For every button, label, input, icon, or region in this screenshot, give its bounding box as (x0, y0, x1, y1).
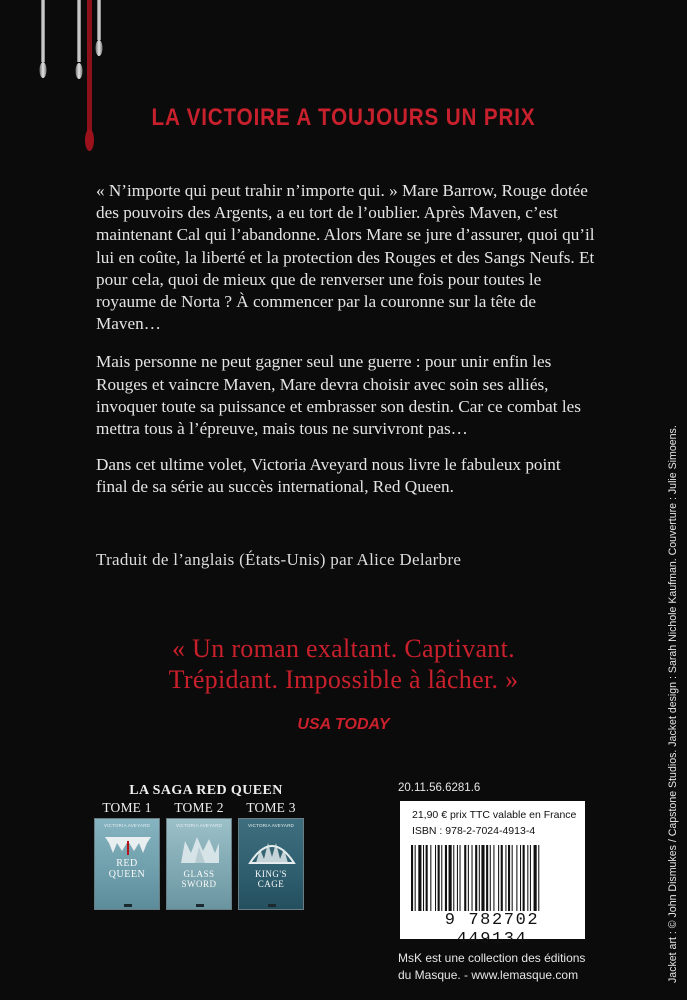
press-quote-source: USA TODAY (297, 716, 390, 733)
barcode-bar (453, 845, 454, 911)
barcode-bar (501, 845, 503, 911)
barcode-bar (512, 845, 513, 911)
saga-title: LA SAGA RED QUEEN (129, 783, 283, 798)
synopsis (96, 180, 596, 513)
barcode-bar (464, 845, 466, 911)
synopsis-paragraph-3: Dans cet ultime volet, Victoria Aveyard nous livre le fabuleux point final de sa série au succès international, Red Queen. (96, 455, 561, 497)
dripping-blades-decoration (0, 0, 140, 160)
price-line: 21,90 € prix TTC valable en France (412, 809, 577, 821)
press-quote (0, 633, 687, 695)
publisher-logo (268, 904, 276, 907)
publisher-logo (124, 904, 132, 907)
tome-2-author: VICTORIA AVEYARD (176, 823, 222, 828)
translator-credit: Traduit de l’anglais (États-Unis) par Alice Delarbre (96, 550, 462, 569)
tome-1-cover (94, 818, 160, 910)
barcode-bar (449, 845, 452, 911)
barcode-number: 9 782702 449134 (444, 911, 540, 949)
crown-icon (103, 833, 153, 855)
barcode-bar (498, 845, 499, 911)
press-quote-line-2: Trépidant. Impossible à lâcher. » (168, 665, 519, 694)
tome-3-author: VICTORIA AVEYARD (248, 823, 294, 828)
barcode-bar (441, 845, 442, 911)
barcode-bar (481, 845, 484, 911)
barcode-bar (505, 845, 506, 911)
tome-1-author: VICTORIA AVEYARD (104, 823, 150, 828)
barcode (410, 845, 574, 911)
barcode-bar (426, 845, 428, 911)
barcode-bar (430, 845, 431, 911)
tome-1-label: TOME 1 (102, 800, 152, 815)
tiara-icon (248, 835, 296, 869)
barcode-bar (493, 845, 494, 911)
barcode-bar (411, 845, 413, 911)
barcode-bar (486, 845, 488, 911)
tome-3-label: TOME 3 (246, 800, 296, 815)
synopsis-paragraph-1: « N’importe qui peut trahir n’importe qui. » Mare Barrow, Rouge dotée des pouvoirs des Argents, a eu tort de l’oublier. Après Maven, c’est maintenant Cal qui l’abandonne. Alors Mare se jure d’assurer, quoi qu’il lui en coûte, la liberté et la protection des Rouges et des Sangs Neufs. Et pour cela, quoi de mieux que de renverser une fois pour toutes le royaume de Norta ? À commencer par la couronne sur la tête de Maven… (96, 181, 595, 334)
barcode-bar (523, 845, 525, 911)
barcode-bar (418, 845, 421, 911)
tagline: LA VICTOIRE A TOUJOURS UN PRIX (151, 104, 536, 131)
barcode-bar (538, 845, 539, 911)
barcode-bar (438, 845, 440, 911)
tome-2-title-line-2: SWORD (181, 879, 217, 889)
publisher-info (398, 950, 585, 984)
barcode-bar (534, 845, 537, 911)
barcode-bar (460, 845, 461, 911)
tome-2-title-line-1: GLASS (183, 869, 215, 879)
image-credits: Jacket art : © John Dismukes / Capstone Studios. Jacket design : Sarah Nichole Kaufman. Couverture : Julie Simoens. (667, 425, 679, 983)
publisher-line-1: MsK est une collection des éditions (398, 951, 586, 965)
broken-crown-icon (177, 833, 223, 869)
tome-3-title-line-1: KING'S (254, 869, 288, 879)
barcode-bar (457, 845, 458, 911)
barcode-bar (475, 845, 477, 911)
barcode-bar (445, 845, 447, 911)
tome-3-title-line-2: CAGE (257, 879, 285, 889)
barcode-bar (520, 845, 521, 911)
barcode-bar (423, 845, 424, 911)
barcode-bar (490, 845, 491, 911)
tome-1-title-line-2: QUEEN (108, 869, 146, 880)
press-quote-line-1: « Un roman exaltant. Captivant. (172, 634, 515, 663)
barcode-bar (530, 845, 531, 911)
reference-number: 20.11.56.6281.6 (398, 782, 481, 794)
barcode-bar (479, 845, 480, 911)
tome-3-cover (238, 818, 304, 910)
tome-2-label: TOME 2 (174, 800, 224, 815)
isbn-line: ISBN : 978-2-7024-4913-4 (412, 825, 536, 837)
barcode-bar (468, 845, 469, 911)
barcode-bar (527, 845, 528, 911)
barcode-bar (508, 845, 510, 911)
tome-1-title-line-1: RED (116, 858, 138, 869)
barcode-bar (516, 845, 517, 911)
barcode-bar (435, 845, 436, 911)
synopsis-paragraph-2: Mais personne ne peut gagner seul une guerre : pour unir enfin les Rouges et vaincre Maven, Mare devra choisir avec soin ses alliés, invoquer toute sa puissance et embrasser son destin. Car ce combat les mettra tous à l’épreuve, mais tous ne survivront pas… (96, 352, 581, 439)
tome-2-cover (166, 818, 232, 910)
barcode-bar (472, 845, 473, 911)
barcode-bar (415, 845, 416, 911)
publisher-logo (196, 904, 204, 907)
price-barcode-box (400, 801, 585, 949)
publisher-line-2: du Masque. - www.lemasque.com (398, 968, 579, 982)
